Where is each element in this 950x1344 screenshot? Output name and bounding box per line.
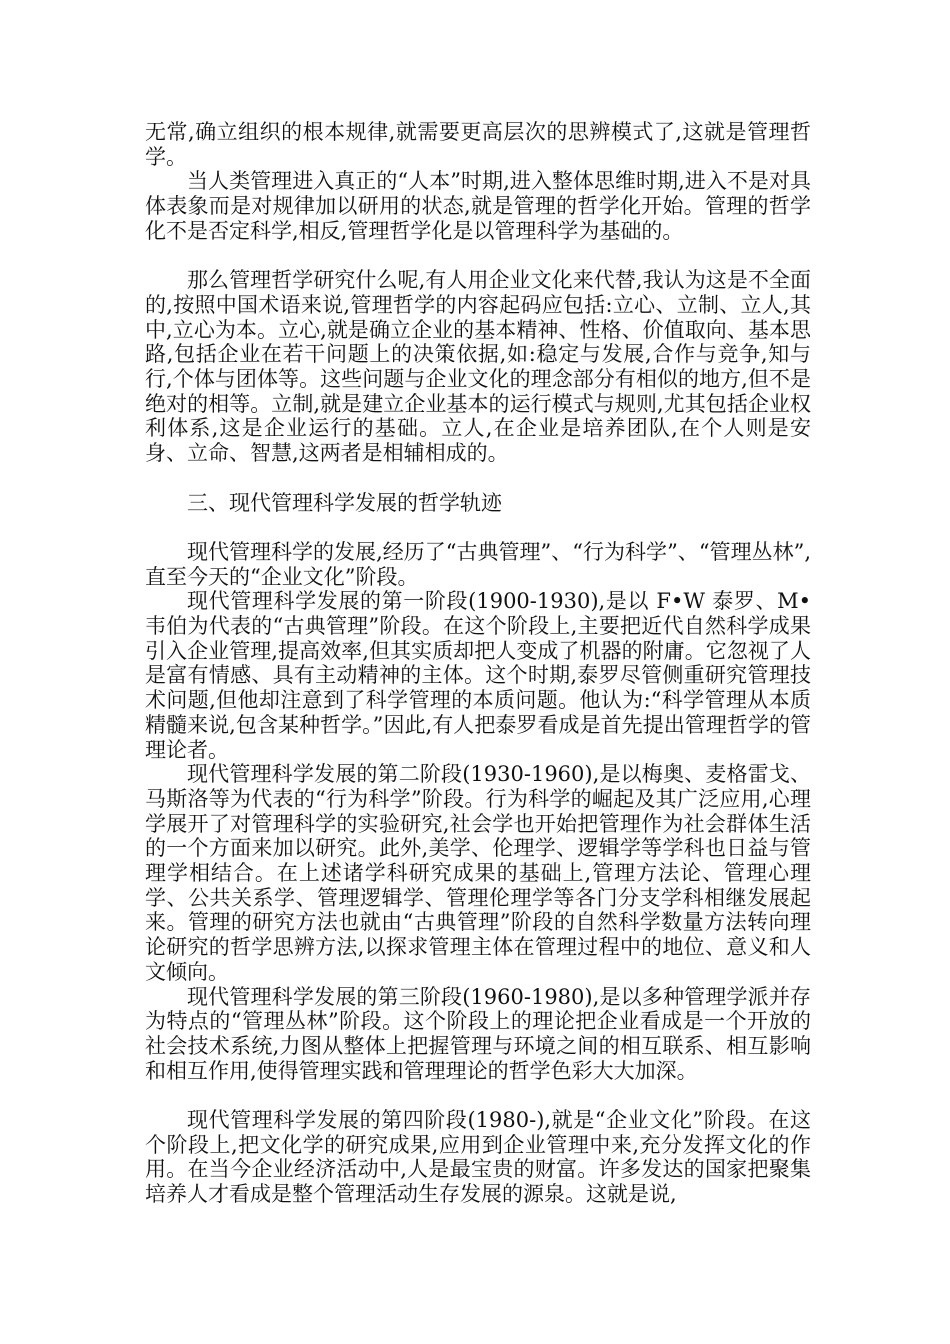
paragraph-development-overview: 现代管理科学的发展,经历了“古典管理”、“行为科学”、“管理丛林”,直至今天的“企业文化”阶段。 xyxy=(145,539,811,589)
paragraph-management-philosophy-content: 那么管理哲学研究什么呢,有人用企业文化来代替,我认为这是不全面的,按照中国术语来说,管理哲学的内容起码应包括:立心、立制、立人,其中,立心为本。立心,就是确立企业的基本精神、性格、价值取向、基本思路,包括企业在若干问题上的决策依据,如:稳定与发展,合作与竞争,知与行,个体与团体等。这些问题与企业文化的理念部分有相似的地方,但不是绝对的相等。立制,就是建立企业基本的运行模式与规则,尤其包括企业权利体系,这是企业运行的基础。立人,在企业是培养团队,在个人则是安身、立命、智慧,这两者是相辅相成的。 xyxy=(145,268,811,466)
document-body xyxy=(145,120,811,1207)
paragraph-human-centered: 当人类管理进入真正的“人本”时期,进入整体思维时期,进入不是对具体表象而是对规律加以研用的状态,就是管理的哲学化开始。管理的哲学化不是否定科学,相反,管理哲学化是以管理科学为基础的。 xyxy=(145,169,811,243)
paragraph-stage-three: 现代管理科学发展的第三阶段(1960-1980),是以多种管理学派并存为特点的“管理丛林”阶段。这个阶段上的理论把企业看成是一个开放的社会技术系统,力图从整体上把握管理与环境之间的相互联系、相互影响和相互作用,使得管理实践和管理理论的哲学色彩大大加深。 xyxy=(145,984,811,1083)
paragraph-stage-two: 现代管理科学发展的第二阶段(1930-1960),是以梅奥、麦格雷戈、马斯洛等为代表的“行为科学”阶段。行为科学的崛起及其广泛应用,心理学展开了对管理科学的实验研究,社会学也开始把管理作为社会群体生活的一个方面来加以研究。此外,美学、伦理学、逻辑学等学科也日益与管理学相结合。在上述诸学科研究成果的基础上,管理方法论、管理心理学、公共关系学、管理逻辑学、管理伦理学等各门分支学科相继发展起来。管理的研究方法也就由“古典管理”阶段的自然科学数量方法转向理论研究的哲学思辨方法,以探求管理主体在管理过程中的地位、意义和人文倾向。 xyxy=(145,762,811,984)
section-heading: 三、现代管理科学发展的哲学轨迹 xyxy=(187,490,502,515)
paragraph-stage-four: 现代管理科学发展的第四阶段(1980-),就是“企业文化”阶段。在这个阶段上,把文化学的研究成果,应用到企业管理中来,充分发挥文化的作用。在当今企业经济活动中,人是最宝贵的财富。许多发达的国家把聚集培养人才看成是整个管理活动生存发展的源泉。这就是说, xyxy=(145,1108,811,1207)
paragraph-continuation: 无常,确立组织的根本规律,就需要更高层次的思辨模式了,这就是管理哲学。 xyxy=(145,120,811,169)
paragraph-stage-one: 现代管理科学发展的第一阶段(1900-1930),是以 F•W 泰罗、M•韦伯为代表的“古典管理”阶段。在这个阶段上,主要把近代自然科学成果引入企业管理,提高效率,但其实质却把人变成了机器的附庸。它忽视了人是富有情感、具有主动精神的主体。这个时期,泰罗尽管侧重研究管理技术问题,但他却注意到了科学管理的本质问题。他认为:“科学管理从本质精髓来说,包含某种哲学。”因此,有人把泰罗看成是首先提出管理哲学的管理论者。 xyxy=(145,589,811,762)
